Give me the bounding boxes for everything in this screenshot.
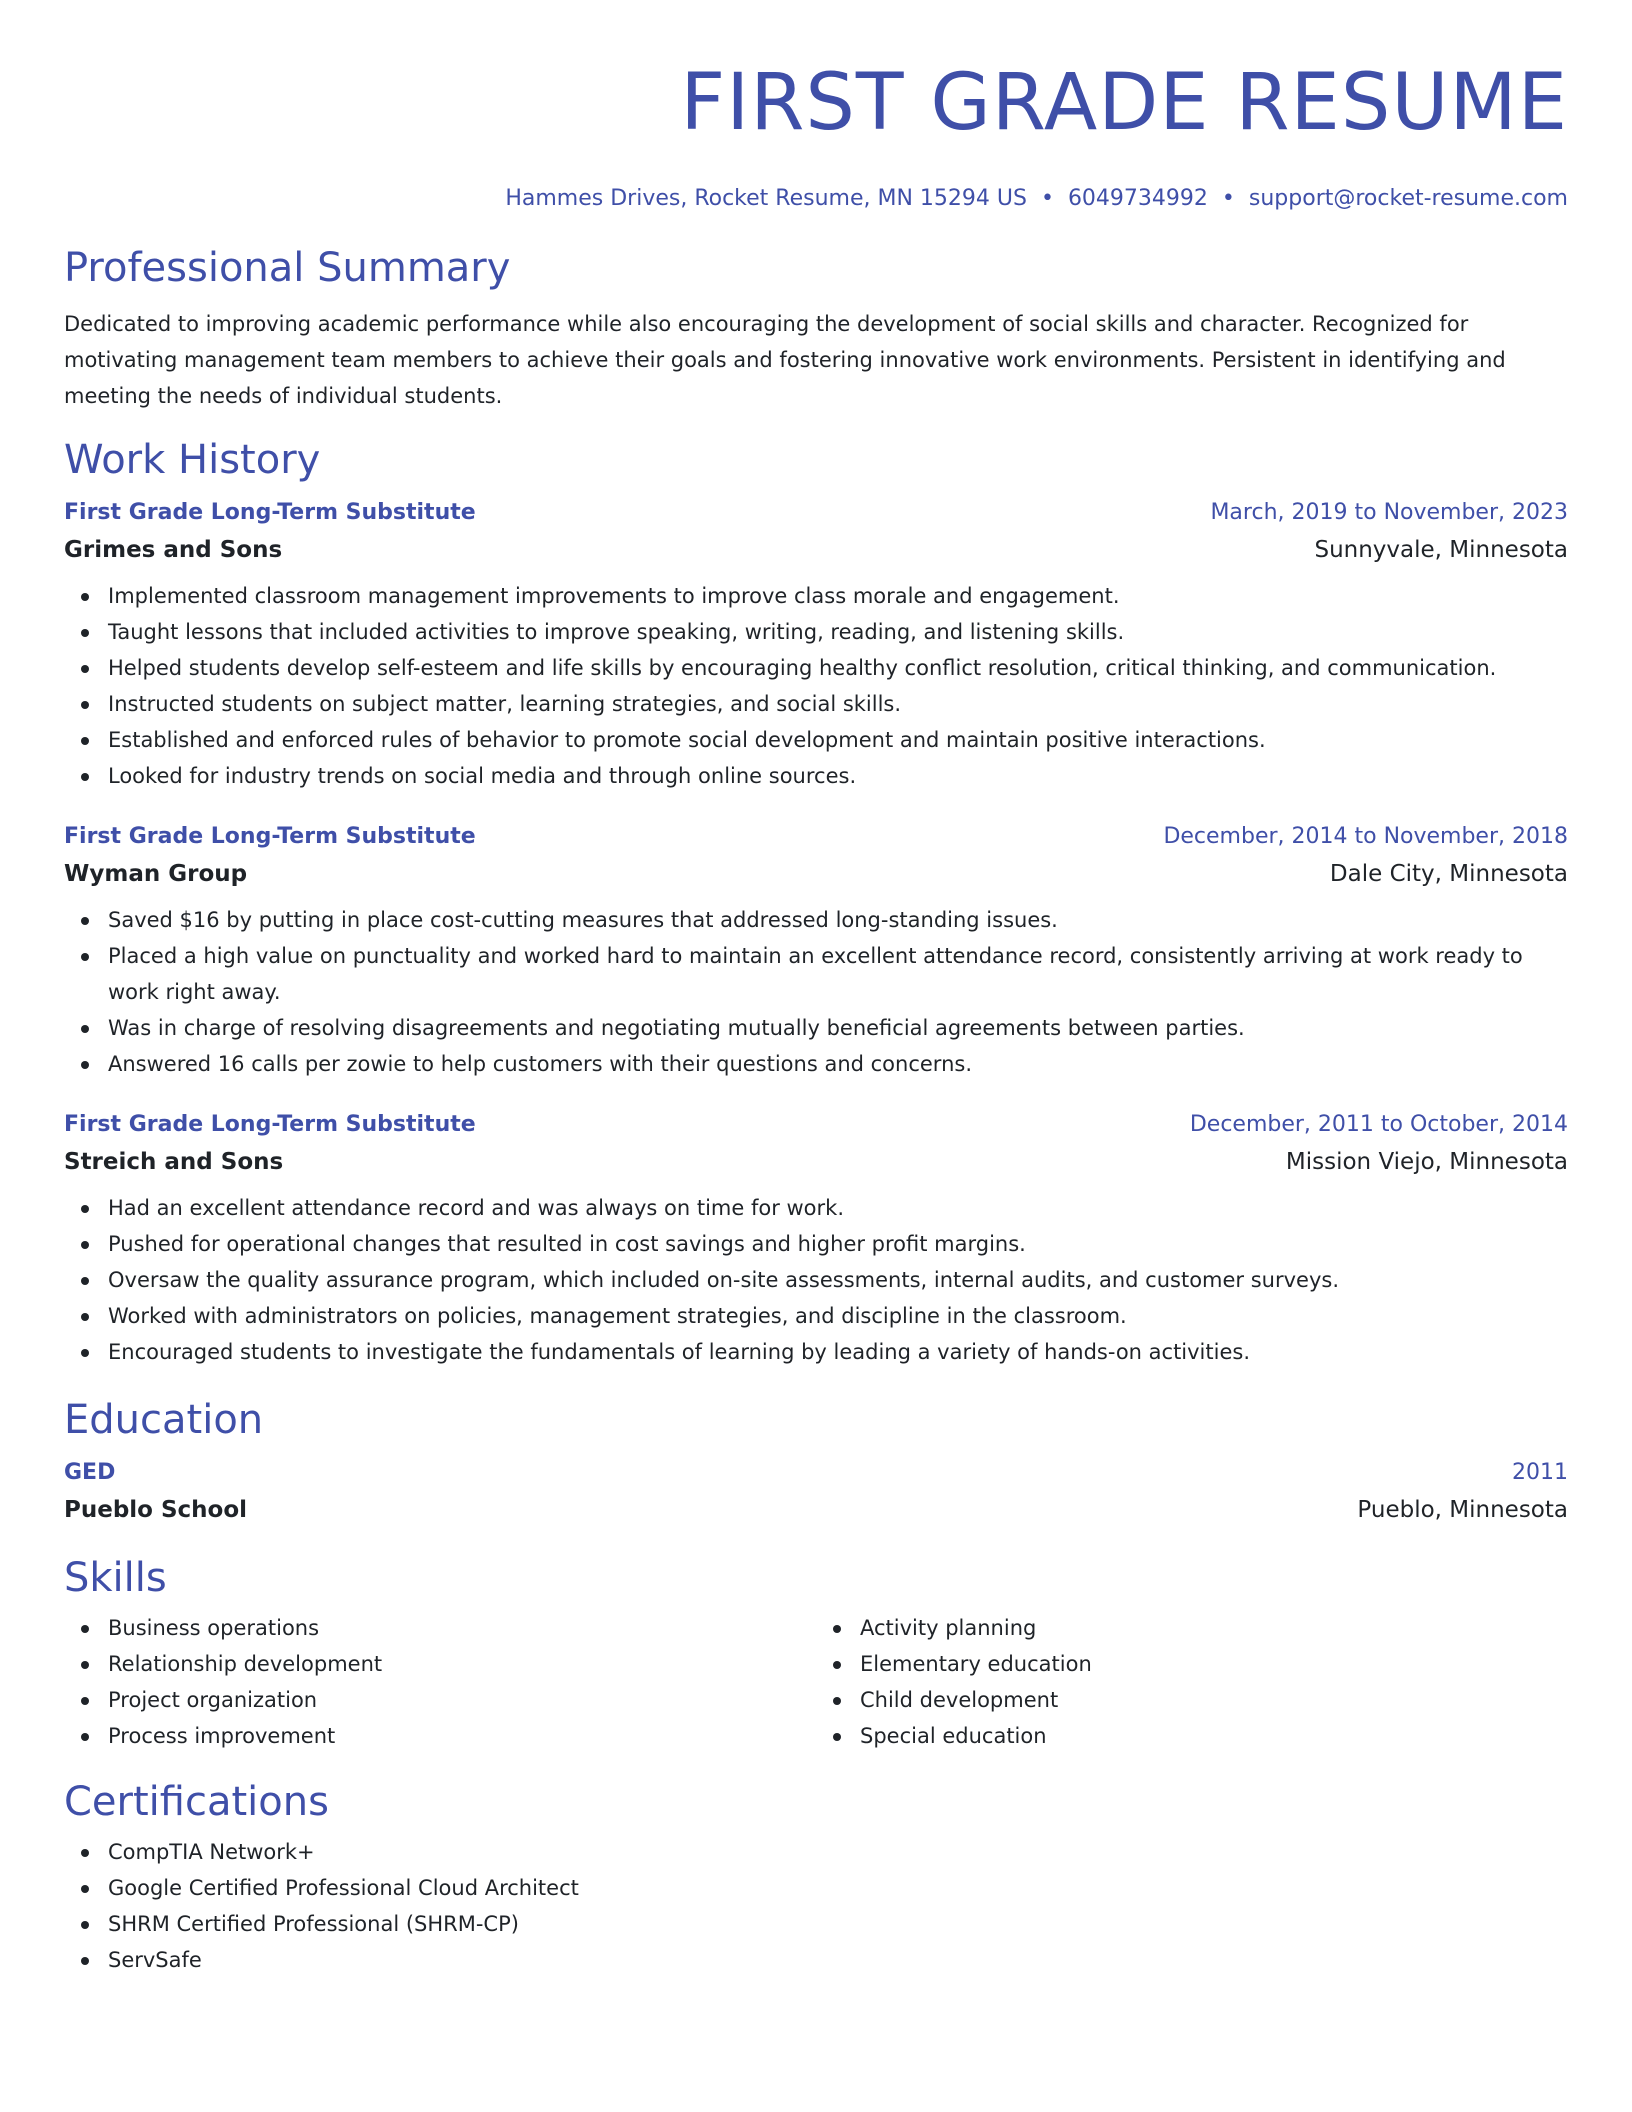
job-entry xyxy=(64,1108,1568,1370)
certification-item: ServSafe xyxy=(108,1942,1568,1978)
job-location: Mission Viejo, Minnesota xyxy=(1285,1149,1568,1175)
job-company: Wyman Group xyxy=(64,861,248,887)
certification-item: SHRM Certified Professional (SHRM-CP) xyxy=(108,1906,1568,1942)
job-location: Sunnyvale, Minnesota xyxy=(1314,537,1568,563)
certification-item: Google Certified Professional Cloud Architect xyxy=(108,1870,1568,1906)
job-entry xyxy=(64,820,1568,1082)
education-location: Pueblo, Minnesota xyxy=(1357,1497,1568,1523)
job-header-row xyxy=(64,1108,1568,1142)
job-company-row xyxy=(64,530,1568,570)
summary-text: Dedicated to improving academic performance while also encouraging the development of social skills and character. Recognized for motivating management team members to achieve their goals and fostering innovative work environments. Persistent in identifying and meeting the needs of individual students. xyxy=(64,312,1506,408)
resume-title: FIRST GRADE RESUME xyxy=(680,58,1568,148)
certification-item: CompTIA Network+ xyxy=(108,1834,1568,1870)
skill-item: Business operations xyxy=(108,1610,816,1646)
list-item: Instructed students on subject matter, learning strategies, and social skills. xyxy=(108,686,1568,722)
list-item: Worked with administrators on policies, management strategies, and discipline in the classroom. xyxy=(108,1298,1568,1334)
job-company: Streich and Sons xyxy=(64,1149,284,1175)
job-bullets xyxy=(64,578,1568,794)
list-item: Had an excellent attendance record and was always on time for work. xyxy=(108,1190,1568,1226)
contact-phone: 6049734992 xyxy=(1067,186,1208,211)
skills-heading: Skills xyxy=(64,1555,167,1601)
contact-separator: • xyxy=(1221,186,1235,211)
education-degree: GED xyxy=(64,1460,116,1485)
work-history-section xyxy=(64,436,1568,1370)
certifications-heading: Certifications xyxy=(64,1779,329,1825)
list-item: Saved $16 by putting in place cost-cutting measures that addressed long-standing issues. xyxy=(108,902,1568,938)
skills-list-left xyxy=(64,1610,816,1754)
job-location: Dale City, Minnesota xyxy=(1329,861,1568,887)
list-item: Helped students develop self-esteem and life skills by encouraging healthy conflict resolution, critical thinking, and communication. xyxy=(108,650,1568,686)
list-item: Oversaw the quality assurance program, which included on-site assessments, internal audits, and customer surveys. xyxy=(108,1262,1568,1298)
list-item: Pushed for operational changes that resulted in cost savings and higher profit margins. xyxy=(108,1226,1568,1262)
job-bullets xyxy=(64,902,1568,1082)
list-item: Answered 16 calls per zowie to help customers with their questions and concerns. xyxy=(108,1046,1568,1082)
contact-email: support@rocket-resume.com xyxy=(1248,186,1568,211)
list-item: Placed a high value on punctuality and worked hard to maintain an excellent attendance record, consistently arriving at work ready to work right away. xyxy=(108,938,1568,1010)
work-history-heading: Work History xyxy=(64,437,321,483)
job-entry xyxy=(64,496,1568,794)
job-title: First Grade Long-Term Substitute xyxy=(64,824,476,849)
list-item: Was in charge of resolving disagreements and negotiating mutually beneficial agreements between parties. xyxy=(108,1010,1568,1046)
job-header-row xyxy=(64,820,1568,854)
job-header-row xyxy=(64,496,1568,530)
skill-item: Process improvement xyxy=(108,1718,816,1754)
skill-item: Project organization xyxy=(108,1682,816,1718)
list-item: Looked for industry trends on social media and through online sources. xyxy=(108,758,1568,794)
education-year: 2011 xyxy=(1512,1460,1568,1485)
job-dates: March, 2019 to November, 2023 xyxy=(1210,500,1568,525)
education-school: Pueblo School xyxy=(64,1497,248,1523)
contact-separator: • xyxy=(1040,186,1054,211)
certifications-list xyxy=(64,1834,1568,1978)
certifications-section xyxy=(64,1778,1568,1978)
job-dates: December, 2014 to November, 2018 xyxy=(1163,824,1568,849)
job-company: Grimes and Sons xyxy=(64,537,283,563)
contact-address: Hammes Drives, Rocket Resume, MN 15294 US xyxy=(505,186,1027,211)
list-item: Implemented classroom management improvements to improve class morale and engagement. xyxy=(108,578,1568,614)
skill-item: Child development xyxy=(860,1682,1568,1718)
skills-list-right xyxy=(816,1610,1568,1754)
list-item: Encouraged students to investigate the fundamentals of learning by leading a variety of hands-on activities. xyxy=(108,1334,1568,1370)
skill-item: Elementary education xyxy=(860,1646,1568,1682)
education-header-row xyxy=(64,1456,1568,1490)
skills-section xyxy=(64,1554,1568,1754)
summary-heading: Professional Summary xyxy=(64,245,511,291)
summary-section xyxy=(64,244,1568,414)
contact-line xyxy=(64,184,1568,214)
skills-grid xyxy=(64,1602,1568,1754)
job-company-row xyxy=(64,854,1568,894)
list-item: Taught lessons that included activities to improve speaking, writing, reading, and listening skills. xyxy=(108,614,1568,650)
education-section xyxy=(64,1396,1568,1530)
job-title: First Grade Long-Term Substitute xyxy=(64,500,476,525)
skill-item: Activity planning xyxy=(860,1610,1568,1646)
education-school-row xyxy=(64,1490,1568,1530)
job-company-row xyxy=(64,1142,1568,1182)
skill-item: Relationship development xyxy=(108,1646,816,1682)
job-dates: December, 2011 to October, 2014 xyxy=(1189,1112,1568,1137)
job-bullets xyxy=(64,1190,1568,1370)
list-item: Established and enforced rules of behavior to promote social development and maintain positive interactions. xyxy=(108,722,1568,758)
job-title: First Grade Long-Term Substitute xyxy=(64,1112,476,1137)
skill-item: Special education xyxy=(860,1718,1568,1754)
education-heading: Education xyxy=(64,1397,264,1443)
